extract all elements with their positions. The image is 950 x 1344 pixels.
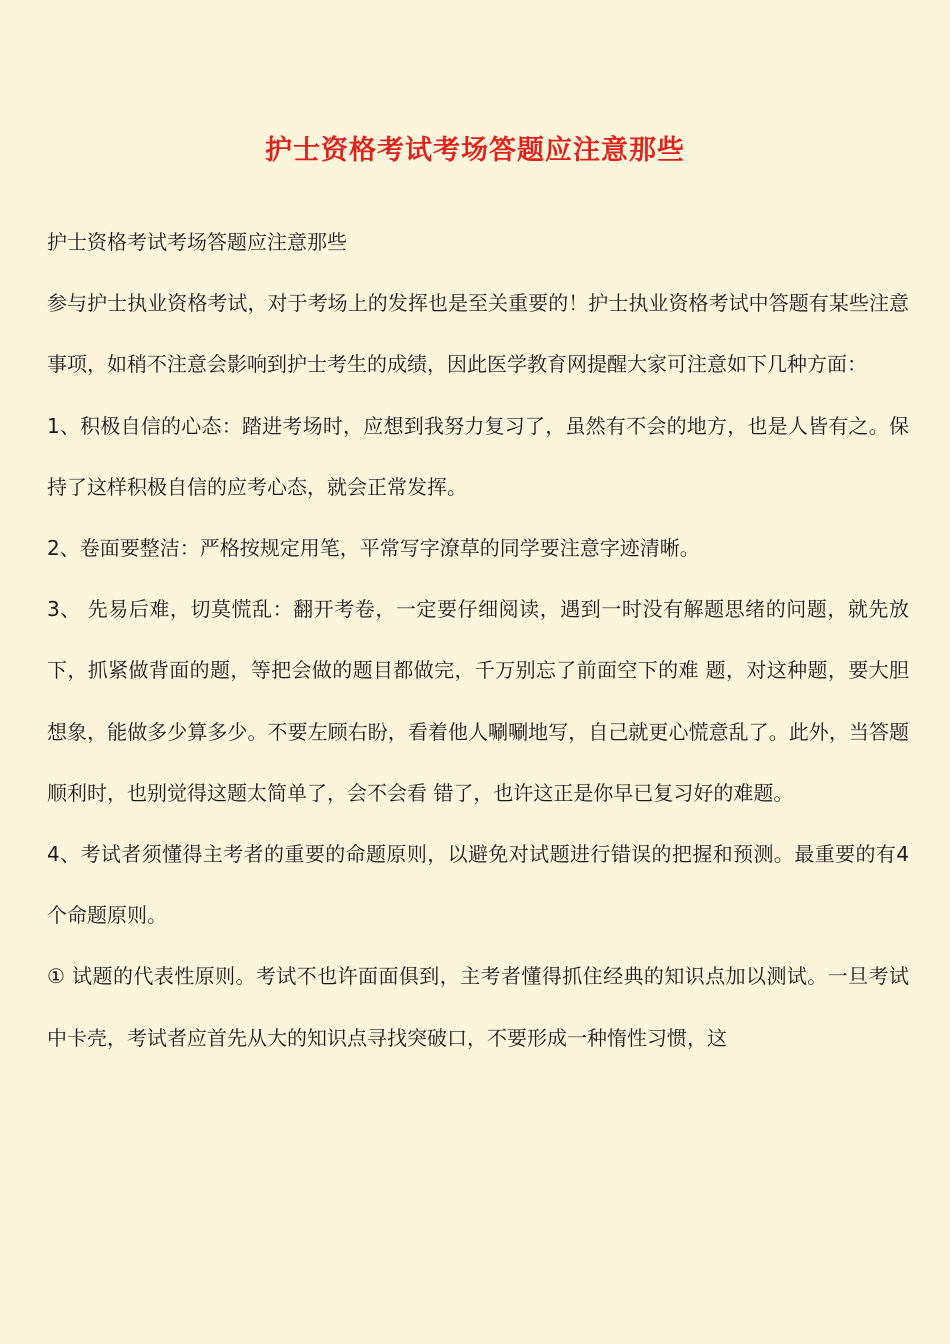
paragraph-item-4: 4、考试者须懂得主考者的重要的命题原则，以避免对试题进行错误的把握和预测。最重要的有4个命题原则。 [47, 842, 909, 928]
paragraph-principle-1: ① 试题的代表性原则。考试不也许面面俱到，主考者懂得抓住经典的知识点加以测试。一旦考试中卡壳，考试者应首先从大的知识点寻找突破口，不要形成一种惰性习惯，这 [47, 964, 909, 1050]
paragraph-item-2: 2、卷面要整洁：严格按规定用笔，平常写字潦草的同学要注意字迹清晰。 [47, 536, 700, 561]
paragraph-intro: 参与护士执业资格考试，对于考场上的发挥也是至关重要的！护士执业资格考试中答题有某些注意事项，如稍不注意会影响到护士考生的成绩，因此医学教育网提醒大家可注意如下几种方面： [47, 291, 909, 377]
document-body [47, 212, 909, 1069]
paragraph-item-1: 1、积极自信的心态：踏进考场时，应想到我努力复习了，虽然有不会的地方，也是人皆有之。保持了这样积极自信的应考心态，就会正常发挥。 [47, 413, 909, 499]
document-title: 护士资格考试考场答题应注意那些 [265, 135, 685, 166]
paragraph-subtitle: 护士资格考试考场答题应注意那些 [47, 230, 347, 254]
paragraph-item-3: 3、 先易后难，切莫慌乱：翻开考卷，一定要仔细阅读，遇到一时没有解题思绪的问题，就先放下，抓紧做背面的题，等把会做的题目都做完，千万别忘了前面空下的难 题，对这种题，要大胆想象，能做多少算多少。不要左顾右盼，看着他人唰唰地写，自己就更心慌意乱了。此外，当答题顺利时，也别觉得这题太简单了，会不会看 错了，也许这正是你早已复习好的难题。 [47, 597, 909, 805]
